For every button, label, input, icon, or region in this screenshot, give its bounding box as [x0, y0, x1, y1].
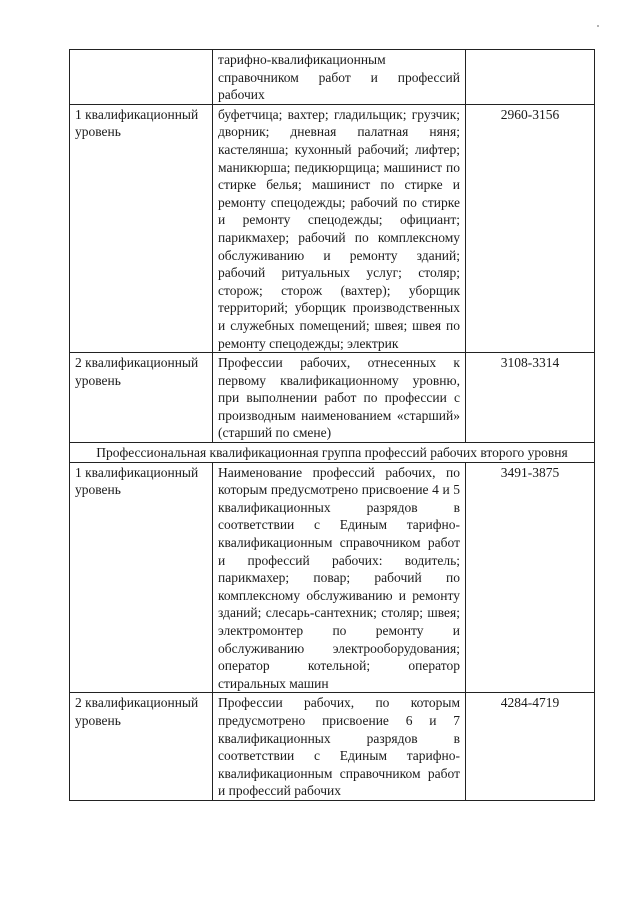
profession-description: буфетчица; вахтер; гладильщик; грузчик; дворник; дневная палатная няня; кастелянша; кухонный рабочий; лифтер; маникюрша; педикюрщица; машинист по стирке белья; машинист по стирке и ремонту спецодежды; рабочий по стирке и ремонту спецодежды; официант; парикмахер; рабочий по комплексному обслуживанию и ремонту зданий; рабочий ритуальных услуг; столяр; сторож; сторож (вахтер); уборщик территорий; уборщик производственных и служебных помещений; швея; швея по ремонту спецодежды; электрик [213, 104, 466, 352]
level-cell: 2 квалификационный уровень [70, 693, 213, 801]
group-heading: Профессиональная квалификационная группа профессий рабочих второго уровня [70, 443, 595, 463]
table-row [70, 50, 595, 105]
profession-description: тарифно-квалификационным справочником работ и профессий рабочих [213, 50, 466, 105]
table-row [70, 462, 595, 693]
salary-range: 4284-4719 [466, 693, 595, 801]
level-cell [70, 50, 213, 105]
salary-range: 3108-3314 [466, 353, 595, 443]
level-cell: 1 квалификационный уровень [70, 462, 213, 693]
level-cell: 2 квалификационный уровень [70, 353, 213, 443]
table-row [70, 693, 595, 801]
salary-range: 3491-3875 [466, 462, 595, 693]
salary-range [466, 50, 595, 105]
table-row [70, 353, 595, 443]
level-cell: 1 квалификационный уровень [70, 104, 213, 352]
profession-description: Наименование профессий рабочих, по которым предусмотрено присвоение 4 и 5 квалификационных разрядов в соответствии с Единым тарифно-квалификационным справочником работ и профессий рабочих: водитель; парикмахер; повар; рабочий по комплексному обслуживанию и ремонту зданий; слесарь-сантехник; столяр; швея; электромонтер по ремонту и обслуживанию электрооборудования; оператор котельной; оператор стиральных машин [213, 462, 466, 693]
salary-range: 2960-3156 [466, 104, 595, 352]
profession-description: Профессии рабочих, по которым предусмотрено присвоение 6 и 7 квалификационных разрядов в соответствии с Единым тарифно-квалификационным справочником работ и профессий рабочих [213, 693, 466, 801]
scan-speck [597, 25, 599, 27]
qualification-table [69, 49, 595, 801]
profession-description: Профессии рабочих, отнесенных к первому квалификационному уровню, при выполнении работ по профессии с производным наименованием «старший» (старший по смене) [213, 353, 466, 443]
table-row [70, 104, 595, 352]
group-header-row [70, 443, 595, 463]
